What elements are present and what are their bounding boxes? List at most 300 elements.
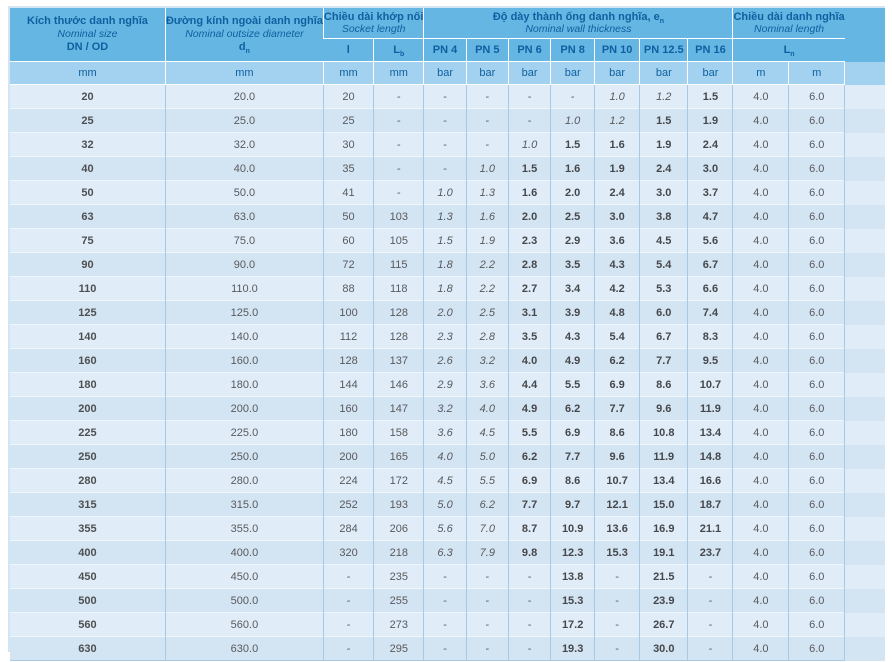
cell-lb: 147 xyxy=(374,397,424,421)
cell-pn-pn12.5: 1.9 xyxy=(640,133,688,157)
cell-pn-pn6: - xyxy=(508,85,550,109)
cell-pn-pn6: 3.1 xyxy=(508,301,550,325)
cell-od: 40.0 xyxy=(165,157,323,181)
cell-len-4m: 4.0 xyxy=(733,613,789,637)
cell-pn-pn4: 4.0 xyxy=(424,445,466,469)
cell-dn: 110 xyxy=(10,277,165,301)
cell-pn-pn16: 6.7 xyxy=(688,253,733,277)
cell-len-4m: 4.0 xyxy=(733,325,789,349)
cell-pn-pn8: 4.3 xyxy=(551,325,595,349)
cell-pn-pn10: 4.3 xyxy=(595,253,640,277)
cell-len-6m: 6.0 xyxy=(789,253,845,277)
cell-pn-pn5: 1.0 xyxy=(466,157,508,181)
cell-right-spacer xyxy=(845,205,885,229)
header-pn8: PN 8 xyxy=(551,39,595,62)
cell-pn-pn6: 1.5 xyxy=(508,157,550,181)
cell-lb: 103 xyxy=(374,205,424,229)
cell-pn-pn6: 2.8 xyxy=(508,253,550,277)
header-od-symbol: $d_n$ xyxy=(238,41,250,56)
table-row xyxy=(10,517,885,541)
cell-right-spacer xyxy=(845,445,885,469)
unit-pn4: bar xyxy=(424,62,466,85)
cell-len-6m: 6.0 xyxy=(789,589,845,613)
cell-pn-pn5: - xyxy=(466,589,508,613)
cell-dn: 450 xyxy=(10,565,165,589)
cell-pn-pn12.5: 21.5 xyxy=(640,565,688,589)
cell-pn-pn4: 2.3 xyxy=(424,325,466,349)
header-socket-vn: Chiều dài khớp nối xyxy=(323,11,424,23)
cell-pn-pn5: 5.5 xyxy=(466,469,508,493)
header-length-vn: Chiều dài danh nghĩa xyxy=(733,11,845,23)
pipe-table-panel xyxy=(8,6,885,655)
cell-len-4m: 4.0 xyxy=(733,277,789,301)
unit-pn125: bar xyxy=(640,62,688,85)
cell-len-6m: 6.0 xyxy=(789,469,845,493)
cell-dn: 560 xyxy=(10,613,165,637)
table-row xyxy=(10,325,885,349)
cell-pn-pn6: 1.0 xyxy=(508,133,550,157)
cell-pn-pn5: 1.9 xyxy=(466,229,508,253)
cell-pn-pn6: 2.3 xyxy=(508,229,550,253)
unit-pn16: bar xyxy=(688,62,733,85)
cell-pn-pn5: 2.2 xyxy=(466,277,508,301)
cell-pn-pn6: 4.4 xyxy=(508,373,550,397)
cell-lb: 218 xyxy=(374,541,424,565)
cell-right-spacer xyxy=(845,277,885,301)
cell-lb: - xyxy=(374,133,424,157)
cell-pn-pn8: 2.5 xyxy=(551,205,595,229)
cell-pn-pn5: 6.2 xyxy=(466,493,508,517)
cell-len-6m: 6.0 xyxy=(789,541,845,565)
cell-pn-pn12.5: 5.3 xyxy=(640,277,688,301)
cell-pn-pn4: - xyxy=(424,613,466,637)
cell-pn-pn10: 8.6 xyxy=(595,421,640,445)
cell-pn-pn8: 3.5 xyxy=(551,253,595,277)
cell-pn-pn16: 1.5 xyxy=(688,85,733,109)
cell-pn-pn4: - xyxy=(424,565,466,589)
header-pn4: PN 4 xyxy=(424,39,466,62)
cell-pn-pn10: 1.6 xyxy=(595,133,640,157)
cell-right-spacer xyxy=(845,373,885,397)
cell-od: 140.0 xyxy=(165,325,323,349)
cell-pn-pn8: 2.9 xyxy=(551,229,595,253)
cell-len-6m: 6.0 xyxy=(789,133,845,157)
cell-od: 20.0 xyxy=(165,85,323,109)
cell-pn-pn4: - xyxy=(424,637,466,661)
cell-pn-pn8: 17.2 xyxy=(551,613,595,637)
table-row xyxy=(10,181,885,205)
cell-od: 90.0 xyxy=(165,253,323,277)
cell-pn-pn4: 1.5 xyxy=(424,229,466,253)
cell-od: 200.0 xyxy=(165,397,323,421)
cell-pn-pn16: 18.7 xyxy=(688,493,733,517)
header-od-en: Nominal outsize diameter xyxy=(185,28,304,40)
cell-pn-pn10: 3.0 xyxy=(595,205,640,229)
cell-lb: 295 xyxy=(374,637,424,661)
cell-l: 284 xyxy=(323,517,373,541)
cell-od: 110.0 xyxy=(165,277,323,301)
cell-dn: 40 xyxy=(10,157,165,181)
header-nominal-size-vn: Kích thước danh nghĩa xyxy=(27,15,148,27)
header-pn16: PN 16 xyxy=(688,39,733,62)
cell-right-spacer xyxy=(845,421,885,445)
cell-pn-pn10: - xyxy=(595,637,640,661)
cell-od: 315.0 xyxy=(165,493,323,517)
table-row xyxy=(10,613,885,637)
cell-od: 630.0 xyxy=(165,637,323,661)
cell-pn-pn12.5: 1.2 xyxy=(640,85,688,109)
header-group-row xyxy=(10,8,885,39)
cell-pn-pn8: 3.4 xyxy=(551,277,595,301)
cell-pn-pn10: 1.9 xyxy=(595,157,640,181)
table-row xyxy=(10,421,885,445)
cell-lb: 146 xyxy=(374,373,424,397)
header-wall-vn: Độ dày thành ống danh nghĩa, $e_n$ xyxy=(492,11,664,26)
cell-pn-pn4: 1.8 xyxy=(424,277,466,301)
cell-pn-pn16: 10.7 xyxy=(688,373,733,397)
unit-l: mm xyxy=(323,62,373,85)
cell-len-6m: 6.0 xyxy=(789,613,845,637)
table-row xyxy=(10,277,885,301)
cell-od: 500.0 xyxy=(165,589,323,613)
cell-pn-pn16: 14.8 xyxy=(688,445,733,469)
cell-pn-pn16: 5.6 xyxy=(688,229,733,253)
cell-right-spacer xyxy=(845,85,885,109)
cell-pn-pn4: - xyxy=(424,157,466,181)
cell-pn-pn16: 16.6 xyxy=(688,469,733,493)
cell-pn-pn16: - xyxy=(688,637,733,661)
cell-od: 560.0 xyxy=(165,613,323,637)
cell-pn-pn6: 9.8 xyxy=(508,541,550,565)
table-row xyxy=(10,157,885,181)
cell-lb: 105 xyxy=(374,229,424,253)
unit-dn: mm xyxy=(10,62,165,85)
cell-right-spacer xyxy=(845,109,885,133)
header-wall-en: Nominal wall thickness xyxy=(525,23,632,35)
cell-len-4m: 4.0 xyxy=(733,565,789,589)
cell-len-6m: 6.0 xyxy=(789,493,845,517)
cell-l: 25 xyxy=(323,109,373,133)
cell-len-4m: 4.0 xyxy=(733,85,789,109)
cell-pn-pn12.5: 8.6 xyxy=(640,373,688,397)
cell-pn-pn4: 1.8 xyxy=(424,253,466,277)
cell-pn-pn8: 6.2 xyxy=(551,397,595,421)
unit-row xyxy=(10,62,885,85)
cell-dn: 50 xyxy=(10,181,165,205)
cell-pn-pn10: 2.4 xyxy=(595,181,640,205)
cell-lb: 165 xyxy=(374,445,424,469)
cell-pn-pn6: 1.6 xyxy=(508,181,550,205)
cell-len-6m: 6.0 xyxy=(789,421,845,445)
cell-l: 252 xyxy=(323,493,373,517)
cell-lb: 128 xyxy=(374,325,424,349)
cell-len-6m: 6.0 xyxy=(789,373,845,397)
cell-pn-pn12.5: 26.7 xyxy=(640,613,688,637)
cell-dn: 630 xyxy=(10,637,165,661)
cell-pn-pn5: 7.9 xyxy=(466,541,508,565)
cell-pn-pn12.5: 30.0 xyxy=(640,637,688,661)
cell-right-spacer xyxy=(845,325,885,349)
cell-right-spacer xyxy=(845,541,885,565)
cell-od: 180.0 xyxy=(165,373,323,397)
cell-l: - xyxy=(323,565,373,589)
cell-right-spacer xyxy=(845,253,885,277)
cell-pn-pn12.5: 13.4 xyxy=(640,469,688,493)
table-row xyxy=(10,205,885,229)
table-row xyxy=(10,565,885,589)
cell-pn-pn6: - xyxy=(508,109,550,133)
cell-pn-pn5: - xyxy=(466,565,508,589)
cell-dn: 32 xyxy=(10,133,165,157)
cell-od: 160.0 xyxy=(165,349,323,373)
cell-dn: 20 xyxy=(10,85,165,109)
header-outside-diameter xyxy=(165,8,323,62)
header-nominal-size xyxy=(10,8,165,62)
cell-pn-pn10: 7.7 xyxy=(595,397,640,421)
cell-pn-pn10: 10.7 xyxy=(595,469,640,493)
cell-len-4m: 4.0 xyxy=(733,421,789,445)
cell-right-spacer xyxy=(845,133,885,157)
cell-od: 25.0 xyxy=(165,109,323,133)
cell-pn-pn6: 6.9 xyxy=(508,469,550,493)
cell-pn-pn5: - xyxy=(466,109,508,133)
cell-lb: - xyxy=(374,109,424,133)
cell-pn-pn4: - xyxy=(424,109,466,133)
cell-dn: 280 xyxy=(10,469,165,493)
cell-pn-pn6: 4.0 xyxy=(508,349,550,373)
cell-od: 225.0 xyxy=(165,421,323,445)
cell-lb: 273 xyxy=(374,613,424,637)
cell-l: 180 xyxy=(323,421,373,445)
cell-pn-pn5: 5.0 xyxy=(466,445,508,469)
cell-pn-pn12.5: 16.9 xyxy=(640,517,688,541)
table-row xyxy=(10,133,885,157)
cell-pn-pn12.5: 6.7 xyxy=(640,325,688,349)
cell-pn-pn4: 1.0 xyxy=(424,181,466,205)
cell-pn-pn10: 6.9 xyxy=(595,373,640,397)
cell-l: 200 xyxy=(323,445,373,469)
cell-l: 88 xyxy=(323,277,373,301)
cell-pn-pn12.5: 11.9 xyxy=(640,445,688,469)
cell-pn-pn5: 2.5 xyxy=(466,301,508,325)
cell-l: 144 xyxy=(323,373,373,397)
cell-right-spacer xyxy=(845,469,885,493)
cell-pn-pn8: 7.7 xyxy=(551,445,595,469)
header-pn10: PN 10 xyxy=(595,39,640,62)
cell-len-4m: 4.0 xyxy=(733,253,789,277)
cell-len-6m: 6.0 xyxy=(789,157,845,181)
cell-l: 41 xyxy=(323,181,373,205)
cell-right-spacer xyxy=(845,565,885,589)
unit-pn8: bar xyxy=(551,62,595,85)
cell-pn-pn5: 4.5 xyxy=(466,421,508,445)
cell-pn-pn6: - xyxy=(508,613,550,637)
cell-pn-pn5: 4.0 xyxy=(466,397,508,421)
cell-len-6m: 6.0 xyxy=(789,181,845,205)
cell-pn-pn12.5: 15.0 xyxy=(640,493,688,517)
cell-len-4m: 4.0 xyxy=(733,637,789,661)
cell-right-spacer xyxy=(845,301,885,325)
header-right-spacer xyxy=(845,8,885,62)
cell-dn: 200 xyxy=(10,397,165,421)
cell-lb: - xyxy=(374,181,424,205)
cell-len-4m: 4.0 xyxy=(733,373,789,397)
header-socket-en: Socket length xyxy=(341,23,406,35)
cell-len-6m: 6.0 xyxy=(789,565,845,589)
unit-lb: mm xyxy=(374,62,424,85)
cell-pn-pn12.5: 2.4 xyxy=(640,157,688,181)
unit-right-spacer xyxy=(845,62,885,85)
cell-pn-pn4: 3.6 xyxy=(424,421,466,445)
table-row xyxy=(10,589,885,613)
cell-pn-pn8: 2.0 xyxy=(551,181,595,205)
header-pn125: PN 12.5 xyxy=(640,39,688,62)
cell-lb: 128 xyxy=(374,301,424,325)
cell-dn: 125 xyxy=(10,301,165,325)
table-row xyxy=(10,85,885,109)
cell-pn-pn8: 3.9 xyxy=(551,301,595,325)
cell-pn-pn8: 1.6 xyxy=(551,157,595,181)
cell-pn-pn10: 3.6 xyxy=(595,229,640,253)
cell-pn-pn12.5: 5.4 xyxy=(640,253,688,277)
pipe-spec-table xyxy=(10,8,885,661)
cell-lb: 206 xyxy=(374,517,424,541)
cell-len-6m: 6.0 xyxy=(789,109,845,133)
cell-pn-pn8: 4.9 xyxy=(551,349,595,373)
cell-pn-pn4: - xyxy=(424,133,466,157)
cell-dn: 400 xyxy=(10,541,165,565)
cell-len-4m: 4.0 xyxy=(733,589,789,613)
cell-len-4m: 4.0 xyxy=(733,301,789,325)
cell-right-spacer xyxy=(845,589,885,613)
cell-len-6m: 6.0 xyxy=(789,397,845,421)
table-row xyxy=(10,301,885,325)
cell-l: 50 xyxy=(323,205,373,229)
cell-right-spacer xyxy=(845,517,885,541)
header-length-en: Nominal length xyxy=(754,23,825,35)
cell-pn-pn16: - xyxy=(688,565,733,589)
cell-pn-pn8: 1.5 xyxy=(551,133,595,157)
unit-od: mm xyxy=(165,62,323,85)
cell-pn-pn16: - xyxy=(688,589,733,613)
cell-dn: 355 xyxy=(10,517,165,541)
cell-pn-pn5: 3.2 xyxy=(466,349,508,373)
cell-pn-pn8: 5.5 xyxy=(551,373,595,397)
cell-lb: 235 xyxy=(374,565,424,589)
cell-pn-pn6: - xyxy=(508,589,550,613)
cell-dn: 315 xyxy=(10,493,165,517)
table-row xyxy=(10,493,885,517)
header-socket-length xyxy=(323,8,424,39)
cell-pn-pn10: 1.0 xyxy=(595,85,640,109)
cell-l: 160 xyxy=(323,397,373,421)
cell-pn-pn5: - xyxy=(466,637,508,661)
cell-len-6m: 6.0 xyxy=(789,301,845,325)
cell-len-6m: 6.0 xyxy=(789,349,845,373)
cell-pn-pn6: 6.2 xyxy=(508,445,550,469)
cell-dn: 250 xyxy=(10,445,165,469)
cell-pn-pn4: - xyxy=(424,85,466,109)
cell-pn-pn12.5: 23.9 xyxy=(640,589,688,613)
cell-pn-pn8: 12.3 xyxy=(551,541,595,565)
cell-pn-pn16: 11.9 xyxy=(688,397,733,421)
header-wall-thickness xyxy=(424,8,733,39)
cell-len-4m: 4.0 xyxy=(733,493,789,517)
cell-pn-pn10: 4.2 xyxy=(595,277,640,301)
cell-od: 63.0 xyxy=(165,205,323,229)
header-lb: $L_b$ xyxy=(374,39,424,62)
cell-lb: 137 xyxy=(374,349,424,373)
unit-len6: m xyxy=(789,62,845,85)
table-row xyxy=(10,349,885,373)
cell-l: - xyxy=(323,589,373,613)
cell-pn-pn4: 2.9 xyxy=(424,373,466,397)
cell-len-6m: 6.0 xyxy=(789,517,845,541)
table-row xyxy=(10,469,885,493)
cell-pn-pn16: 4.7 xyxy=(688,205,733,229)
cell-pn-pn6: 7.7 xyxy=(508,493,550,517)
cell-pn-pn10: - xyxy=(595,565,640,589)
cell-pn-pn5: 1.6 xyxy=(466,205,508,229)
cell-l: - xyxy=(323,613,373,637)
cell-pn-pn12.5: 3.8 xyxy=(640,205,688,229)
cell-pn-pn16: 23.7 xyxy=(688,541,733,565)
cell-pn-pn16: 3.7 xyxy=(688,181,733,205)
cell-pn-pn6: 3.5 xyxy=(508,325,550,349)
cell-len-4m: 4.0 xyxy=(733,181,789,205)
cell-dn: 180 xyxy=(10,373,165,397)
header-od-vn: Đường kính ngoài danh nghĩa xyxy=(165,15,323,27)
cell-lb: - xyxy=(374,157,424,181)
cell-pn-pn12.5: 7.7 xyxy=(640,349,688,373)
cell-pn-pn16: 2.4 xyxy=(688,133,733,157)
cell-l: 72 xyxy=(323,253,373,277)
cell-pn-pn10: - xyxy=(595,613,640,637)
cell-pn-pn12.5: 6.0 xyxy=(640,301,688,325)
cell-dn: 90 xyxy=(10,253,165,277)
table-row xyxy=(10,397,885,421)
cell-od: 450.0 xyxy=(165,565,323,589)
cell-pn-pn10: 12.1 xyxy=(595,493,640,517)
cell-len-6m: 6.0 xyxy=(789,85,845,109)
cell-pn-pn4: 1.3 xyxy=(424,205,466,229)
table-row xyxy=(10,229,885,253)
cell-len-4m: 4.0 xyxy=(733,109,789,133)
cell-pn-pn16: - xyxy=(688,613,733,637)
cell-pn-pn8: 1.0 xyxy=(551,109,595,133)
header-dn-od: DN / OD xyxy=(66,41,109,53)
cell-pn-pn6: 5.5 xyxy=(508,421,550,445)
cell-lb: 193 xyxy=(374,493,424,517)
cell-pn-pn10: 4.8 xyxy=(595,301,640,325)
cell-pn-pn6: 8.7 xyxy=(508,517,550,541)
table-row xyxy=(10,637,885,661)
cell-od: 32.0 xyxy=(165,133,323,157)
cell-pn-pn6: - xyxy=(508,565,550,589)
cell-right-spacer xyxy=(845,157,885,181)
cell-l: 320 xyxy=(323,541,373,565)
cell-pn-pn8: 15.3 xyxy=(551,589,595,613)
cell-pn-pn16: 8.3 xyxy=(688,325,733,349)
cell-right-spacer xyxy=(845,637,885,661)
cell-dn: 25 xyxy=(10,109,165,133)
cell-pn-pn4: 2.0 xyxy=(424,301,466,325)
cell-lb: 172 xyxy=(374,469,424,493)
cell-pn-pn5: 7.0 xyxy=(466,517,508,541)
cell-pn-pn10: 13.6 xyxy=(595,517,640,541)
cell-lb: 115 xyxy=(374,253,424,277)
cell-dn: 75 xyxy=(10,229,165,253)
